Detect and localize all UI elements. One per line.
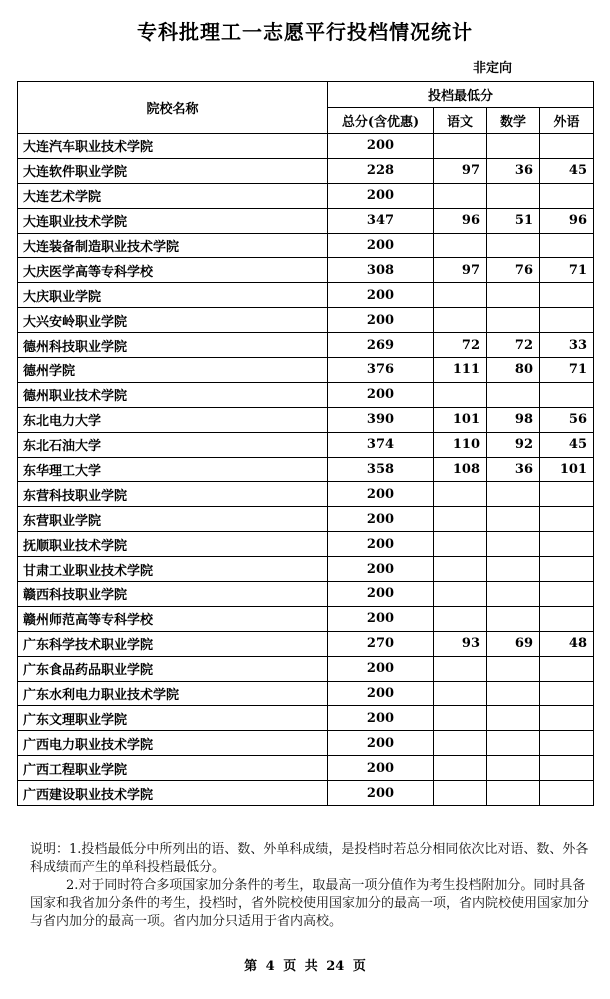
total-score-cell: 358 <box>328 457 434 482</box>
category-label: 非定向 <box>473 61 513 76</box>
math-score-cell: 92 <box>487 432 540 457</box>
english-score-cell <box>540 183 594 208</box>
table-row <box>18 407 594 432</box>
table-row <box>18 606 594 631</box>
math-score-cell <box>487 656 540 681</box>
table-row <box>18 308 594 333</box>
total-score-cell: 200 <box>328 731 434 756</box>
table-row <box>18 781 594 806</box>
table-row <box>18 258 594 283</box>
english-score-cell: 48 <box>540 631 594 656</box>
table-row <box>18 134 594 159</box>
english-score-cell: 96 <box>540 208 594 233</box>
school-name-cell: 甘肃工业职业技术学院 <box>18 557 328 582</box>
table-row <box>18 233 594 258</box>
table-row <box>18 656 594 681</box>
school-name-cell: 广西建设职业技术学院 <box>18 781 328 806</box>
school-name-cell: 东营职业学院 <box>18 507 328 532</box>
total-score-cell: 200 <box>328 183 434 208</box>
school-name-cell: 赣西科技职业学院 <box>18 582 328 607</box>
chinese-score-cell <box>434 756 487 781</box>
total-score-cell: 200 <box>328 482 434 507</box>
chinese-score-cell <box>434 134 487 159</box>
total-score-cell: 376 <box>328 358 434 383</box>
math-score-cell <box>487 756 540 781</box>
school-name-cell: 广东文理职业学院 <box>18 706 328 731</box>
table-row <box>18 532 594 557</box>
total-score-cell: 200 <box>328 382 434 407</box>
table-row <box>18 582 594 607</box>
chinese-score-cell: 96 <box>434 208 487 233</box>
page-footer: 第 4 页 共 24 页 <box>244 959 366 974</box>
school-name-cell: 大庆医学高等专科学校 <box>18 258 328 283</box>
english-score-cell: 45 <box>540 432 594 457</box>
table-row <box>18 706 594 731</box>
math-score-cell: 76 <box>487 258 540 283</box>
chinese-score-cell: 97 <box>434 258 487 283</box>
math-score-cell <box>487 382 540 407</box>
english-score-cell <box>540 308 594 333</box>
chinese-score-cell: 93 <box>434 631 487 656</box>
school-name-cell: 大庆职业学院 <box>18 283 328 308</box>
math-score-cell <box>487 681 540 706</box>
total-score-cell: 200 <box>328 706 434 731</box>
school-name-cell: 大连职业技术学院 <box>18 208 328 233</box>
school-name-cell: 东华理工大学 <box>18 457 328 482</box>
header-english: 外语 <box>540 108 594 134</box>
school-name-cell: 东北电力大学 <box>18 407 328 432</box>
math-score-cell <box>487 706 540 731</box>
chinese-score-cell <box>434 557 487 582</box>
total-score-cell: 200 <box>328 606 434 631</box>
chinese-score-cell: 72 <box>434 333 487 358</box>
english-score-cell <box>540 233 594 258</box>
table-row <box>18 432 594 457</box>
total-score-cell: 200 <box>328 781 434 806</box>
english-score-cell <box>540 706 594 731</box>
total-score-cell: 200 <box>328 582 434 607</box>
school-name-cell: 广西工程职业学院 <box>18 756 328 781</box>
chinese-score-cell <box>434 656 487 681</box>
math-score-cell <box>487 731 540 756</box>
total-score-cell: 228 <box>328 158 434 183</box>
header-chinese: 语文 <box>434 108 487 134</box>
math-score-cell <box>487 233 540 258</box>
total-score-cell: 200 <box>328 756 434 781</box>
english-score-cell <box>540 781 594 806</box>
chinese-score-cell <box>434 681 487 706</box>
math-score-cell <box>487 183 540 208</box>
header-total: 总分(含优惠) <box>328 108 434 134</box>
math-score-cell <box>487 557 540 582</box>
table-row <box>18 681 594 706</box>
english-score-cell <box>540 731 594 756</box>
english-score-cell <box>540 532 594 557</box>
english-score-cell <box>540 283 594 308</box>
table-row <box>18 283 594 308</box>
school-name-cell: 东北石油大学 <box>18 432 328 457</box>
chinese-score-cell <box>434 582 487 607</box>
admission-score-table <box>17 81 594 806</box>
table-row <box>18 457 594 482</box>
english-score-cell <box>540 134 594 159</box>
school-name-cell: 抚顺职业技术学院 <box>18 532 328 557</box>
page-title: 专科批理工一志愿平行投档情况统计 <box>137 20 473 44</box>
english-score-cell <box>540 582 594 607</box>
school-name-cell: 德州学院 <box>18 358 328 383</box>
total-score-cell: 374 <box>328 432 434 457</box>
chinese-score-cell: 97 <box>434 158 487 183</box>
school-name-cell: 大连装备制造职业技术学院 <box>18 233 328 258</box>
math-score-cell <box>487 283 540 308</box>
english-score-cell: 71 <box>540 358 594 383</box>
total-score-cell: 269 <box>328 333 434 358</box>
table-row <box>18 756 594 781</box>
math-score-cell: 69 <box>487 631 540 656</box>
total-score-cell: 200 <box>328 681 434 706</box>
header-math: 数学 <box>487 108 540 134</box>
english-score-cell: 71 <box>540 258 594 283</box>
table-row <box>18 158 594 183</box>
school-name-cell: 广西电力职业技术学院 <box>18 731 328 756</box>
english-score-cell <box>540 482 594 507</box>
header-school-name: 院校名称 <box>18 82 328 134</box>
english-score-cell <box>540 606 594 631</box>
table-row <box>18 208 594 233</box>
note-1: 说明：1.投档最低分中所列出的语、数、外单科成绩，是投档时若总分相同依次比对语、数、外各科成绩而产生的单科投档最低分。 <box>30 842 589 875</box>
total-score-cell: 200 <box>328 507 434 532</box>
english-score-cell: 56 <box>540 407 594 432</box>
math-score-cell <box>487 134 540 159</box>
note-2: 2.对于同时符合多项国家加分条件的考生，取最高一项分值作为考生投档附加分。同时具备国家和我省加分条件的考生，投档时，省外院校使用国家加分的最高一项，省内院校使用国家加分与省内加分的最高一项。省内加分只适用于省内高校。 <box>30 878 590 929</box>
math-score-cell: 51 <box>487 208 540 233</box>
math-score-cell <box>487 781 540 806</box>
notes <box>30 841 590 931</box>
total-score-cell: 270 <box>328 631 434 656</box>
total-score-cell: 347 <box>328 208 434 233</box>
table-row <box>18 382 594 407</box>
chinese-score-cell <box>434 382 487 407</box>
table-row <box>18 482 594 507</box>
table-row <box>18 183 594 208</box>
math-score-cell: 36 <box>487 457 540 482</box>
table-row <box>18 731 594 756</box>
total-score-cell: 200 <box>328 557 434 582</box>
total-score-cell: 200 <box>328 308 434 333</box>
table-row <box>18 557 594 582</box>
school-name-cell: 德州科技职业学院 <box>18 333 328 358</box>
math-score-cell <box>487 606 540 631</box>
english-score-cell <box>540 681 594 706</box>
chinese-score-cell: 101 <box>434 407 487 432</box>
school-name-cell: 大连汽车职业技术学院 <box>18 134 328 159</box>
school-name-cell: 广东科学技术职业学院 <box>18 631 328 656</box>
chinese-score-cell <box>434 606 487 631</box>
chinese-score-cell <box>434 532 487 557</box>
chinese-score-cell <box>434 482 487 507</box>
math-score-cell <box>487 582 540 607</box>
english-score-cell <box>540 756 594 781</box>
chinese-score-cell <box>434 706 487 731</box>
school-name-cell: 广东食品药品职业学院 <box>18 656 328 681</box>
school-name-cell: 大兴安岭职业学院 <box>18 308 328 333</box>
chinese-score-cell <box>434 507 487 532</box>
total-score-cell: 200 <box>328 134 434 159</box>
total-score-cell: 390 <box>328 407 434 432</box>
school-name-cell: 东营科技职业学院 <box>18 482 328 507</box>
chinese-score-cell <box>434 781 487 806</box>
math-score-cell: 80 <box>487 358 540 383</box>
chinese-score-cell <box>434 731 487 756</box>
table-row <box>18 631 594 656</box>
english-score-cell: 101 <box>540 457 594 482</box>
chinese-score-cell: 110 <box>434 432 487 457</box>
chinese-score-cell <box>434 233 487 258</box>
math-score-cell <box>487 507 540 532</box>
chinese-score-cell <box>434 308 487 333</box>
chinese-score-cell: 108 <box>434 457 487 482</box>
school-name-cell: 大连软件职业学院 <box>18 158 328 183</box>
table-row <box>18 358 594 383</box>
math-score-cell <box>487 532 540 557</box>
math-score-cell: 36 <box>487 158 540 183</box>
table-row <box>18 333 594 358</box>
school-name-cell: 广东水利电力职业技术学院 <box>18 681 328 706</box>
english-score-cell: 45 <box>540 158 594 183</box>
english-score-cell <box>540 507 594 532</box>
chinese-score-cell <box>434 283 487 308</box>
math-score-cell: 98 <box>487 407 540 432</box>
school-name-cell: 大连艺术学院 <box>18 183 328 208</box>
table-row <box>18 507 594 532</box>
math-score-cell <box>487 482 540 507</box>
school-name-cell: 德州职业技术学院 <box>18 382 328 407</box>
math-score-cell: 72 <box>487 333 540 358</box>
total-score-cell: 200 <box>328 283 434 308</box>
english-score-cell <box>540 557 594 582</box>
english-score-cell: 33 <box>540 333 594 358</box>
total-score-cell: 200 <box>328 532 434 557</box>
math-score-cell <box>487 308 540 333</box>
english-score-cell <box>540 382 594 407</box>
school-name-cell: 赣州师范高等专科学校 <box>18 606 328 631</box>
chinese-score-cell <box>434 183 487 208</box>
total-score-cell: 200 <box>328 656 434 681</box>
header-min-score-group: 投档最低分 <box>328 82 594 108</box>
total-score-cell: 200 <box>328 233 434 258</box>
chinese-score-cell: 111 <box>434 358 487 383</box>
english-score-cell <box>540 656 594 681</box>
total-score-cell: 308 <box>328 258 434 283</box>
